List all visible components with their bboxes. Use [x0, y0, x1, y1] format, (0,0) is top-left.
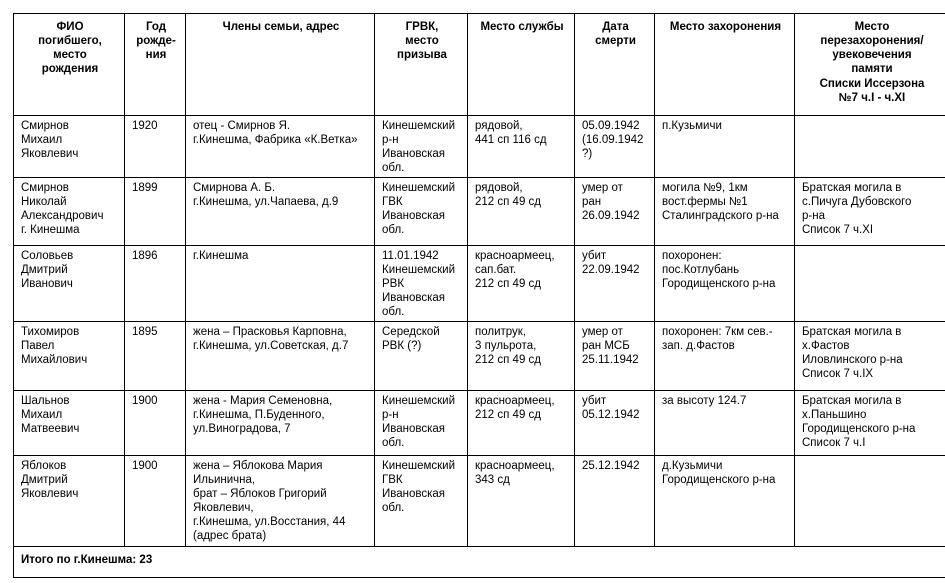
col-header-name: ФИО погибшего, место рождения	[14, 14, 125, 116]
cell-grvk-line: РВК (?)	[382, 340, 422, 352]
table-row	[14, 456, 945, 547]
col-header-service: Место службы	[468, 14, 575, 116]
cell-service-line: красноармеец,	[475, 395, 555, 407]
cell-memorial-line: Список 7 ч.I	[802, 437, 866, 449]
cell-service-line: 3 пульрота,	[475, 340, 537, 352]
cell-grvk-line: Ивановская	[382, 210, 446, 222]
cell-family-address-line: жена - Мария Семеновна,	[193, 395, 333, 407]
cell-grvk-line: р-н	[382, 134, 399, 146]
cell-name-line: Шальнов	[21, 395, 70, 407]
cell-grvk-line: ГВК	[382, 196, 403, 208]
cell-death-date	[575, 116, 655, 178]
cell-family-address	[186, 116, 375, 178]
cell-death-date-line: умер от	[582, 326, 623, 338]
cell-memorial	[795, 178, 945, 246]
cell-burial-line: п.Кузьмичи	[662, 120, 722, 132]
cell-burial-line: зап. д.Фастов	[662, 340, 735, 352]
cell-memorial	[795, 456, 945, 547]
cell-service	[468, 116, 575, 178]
cell-death-date-line: 25.11.1942	[582, 354, 639, 366]
cell-family-address-line: г.Кинешма, ул.Советская, д.7	[193, 340, 349, 352]
cell-name-line: Дмитрий	[21, 474, 68, 486]
cell-birth-year	[125, 391, 186, 456]
cell-death-date-line: убит	[582, 395, 607, 407]
cell-name	[14, 178, 125, 246]
cell-name-line: Михайлович	[21, 354, 88, 366]
cell-death-date-line: ран МСБ	[582, 340, 630, 352]
cell-grvk-line: Кинешемский	[382, 460, 456, 472]
cell-family-address-line: отец - Смирнов Я.	[193, 120, 291, 132]
cell-grvk-line: РВК	[382, 278, 405, 290]
cell-memorial	[795, 246, 945, 322]
cell-memorial-line: Городищенского р-на	[802, 423, 916, 435]
cell-name	[14, 116, 125, 178]
cell-family-address-line: Ильинична,	[193, 474, 256, 486]
cell-grvk-line: обл.	[382, 437, 405, 449]
cell-death-date-line: ран	[582, 196, 602, 208]
cell-name-line: Смирнов	[21, 182, 69, 194]
cell-death-date	[575, 391, 655, 456]
cell-name-line: Михаил	[21, 409, 63, 421]
cell-service	[468, 391, 575, 456]
cell-death-date	[575, 456, 655, 547]
cell-name-line: Иванович	[21, 278, 73, 290]
cell-name-line: Соловьев	[21, 250, 74, 262]
col-header-memorial: Место перезахоронения/ увековечения памяти Списки Иссерзона №7 ч.I - ч.XI	[795, 14, 945, 116]
table-row	[14, 116, 945, 178]
header-row	[14, 14, 945, 116]
cell-burial-line: похоронен:	[662, 250, 722, 262]
cell-service	[468, 178, 575, 246]
total-label: Итого по г.Кинешма: 23	[14, 547, 945, 578]
cell-burial	[655, 246, 795, 322]
cell-burial	[655, 116, 795, 178]
cell-memorial	[795, 116, 945, 178]
cell-service-line: сап.бат.	[475, 264, 517, 276]
cell-family-address-line: брат – Яблоков Григорий	[193, 488, 327, 500]
cell-death-date-line: 22.09.1942	[582, 264, 640, 276]
cell-grvk-line: Кинешемский	[382, 264, 456, 276]
total-row	[14, 547, 945, 578]
cell-burial-line: могила №9, 1км	[662, 182, 748, 194]
cell-burial	[655, 391, 795, 456]
cell-family-address-line: Смирнова А. Б.	[193, 182, 276, 194]
cell-name-line: Михаил	[21, 134, 63, 146]
cell-birth-year	[125, 456, 186, 547]
cell-name-line: Яковлевич	[21, 488, 79, 500]
cell-grvk-line: обл.	[382, 162, 405, 174]
cell-family-address-line: Яковлевич,	[193, 502, 254, 514]
cell-death-date-line: умер от	[582, 182, 623, 194]
cell-service-line: 212 сп 49 сд	[475, 354, 542, 366]
cell-service-line: 343 сд	[475, 474, 510, 486]
cell-family-address-line: г.Кинешма, Фабрика «К.Ветка»	[193, 134, 358, 146]
cell-birth-year	[125, 178, 186, 246]
cell-family-address-line: г.Кинешма, ул.Чапаева, д.9	[193, 196, 339, 208]
cell-grvk	[375, 116, 468, 178]
cell-family-address	[186, 246, 375, 322]
cell-grvk	[375, 456, 468, 547]
cell-birth-year	[125, 116, 186, 178]
cell-service	[468, 322, 575, 391]
cell-service-line: рядовой,	[475, 182, 523, 194]
cell-family-address	[186, 456, 375, 547]
cell-memorial	[795, 322, 945, 391]
cell-memorial-line: Братская могила в	[802, 395, 902, 407]
cell-grvk-line: Кинешемский	[382, 395, 456, 407]
cell-name	[14, 322, 125, 391]
table-footer	[14, 547, 945, 578]
cell-family-address-line: (адрес брата)	[193, 530, 267, 542]
cell-birth-year-line: 1895	[132, 326, 158, 338]
cell-service-line: 212 сп 49 сд	[475, 409, 542, 421]
table-body	[14, 116, 945, 547]
cell-birth-year-line: 1900	[132, 395, 158, 407]
cell-death-date-line: 05.12.1942	[582, 409, 640, 421]
cell-memorial-line: Список 7 ч.XI	[802, 224, 874, 236]
table-header	[14, 14, 945, 116]
cell-birth-year-line: 1896	[132, 250, 158, 262]
cell-name-line: Александрович	[21, 210, 104, 222]
cell-birth-year	[125, 322, 186, 391]
cell-memorial-line: Братская могила в	[802, 326, 902, 338]
cell-grvk-line: обл.	[382, 306, 405, 318]
cell-name-line: Дмитрий	[21, 264, 68, 276]
cell-grvk-line: Середской	[382, 326, 440, 338]
cell-family-address	[186, 178, 375, 246]
table-row	[14, 178, 945, 246]
cell-death-date-line: ?)	[582, 148, 593, 160]
cell-burial	[655, 456, 795, 547]
cell-grvk-line: Ивановская	[382, 148, 446, 160]
cell-grvk-line: Ивановская	[382, 488, 446, 500]
cell-death-date	[575, 178, 655, 246]
col-header-death-date: Дата смерти	[575, 14, 655, 116]
cell-service-line: 212 сп 49 сд	[475, 278, 542, 290]
cell-grvk-line: Кинешемский	[382, 182, 456, 194]
cell-death-date	[575, 322, 655, 391]
cell-family-address	[186, 322, 375, 391]
cell-name-line: Яковлевич	[21, 148, 79, 160]
cell-name-line: Павел	[21, 340, 55, 352]
cell-name	[14, 456, 125, 547]
cell-service-line: политрук,	[475, 326, 527, 338]
cell-name-line: Яблоков	[21, 460, 67, 472]
cell-grvk	[375, 246, 468, 322]
cell-family-address-line: г.Кинешма	[193, 250, 249, 262]
cell-memorial-line: х.Фастов	[802, 340, 850, 352]
cell-family-address	[186, 391, 375, 456]
col-header-burial: Место захоронения	[655, 14, 795, 116]
cell-grvk-line: обл.	[382, 224, 405, 236]
cell-grvk	[375, 178, 468, 246]
cell-family-address-line: ул.Виноградова, 7	[193, 423, 291, 435]
cell-death-date-line: (16.09.1942	[582, 134, 644, 146]
cell-grvk-line: Ивановская	[382, 292, 446, 304]
cell-birth-year-line: 1920	[132, 120, 158, 132]
cell-memorial	[795, 391, 945, 456]
cell-death-date	[575, 246, 655, 322]
cell-burial-line: вост.фермы №1	[662, 196, 748, 208]
cell-grvk-line: ГВК	[382, 474, 403, 486]
cell-family-address-line: г.Кинешма, ул.Восстания, 44	[193, 516, 346, 528]
cell-burial	[655, 322, 795, 391]
table-row	[14, 391, 945, 456]
cell-service-line: рядовой,	[475, 120, 523, 132]
cell-service-line: 441 сп 116 сд	[475, 134, 547, 146]
cell-memorial-line: Иловлинского р-на	[802, 354, 903, 366]
cell-birth-year-line: 1899	[132, 182, 158, 194]
cell-memorial-line: Братская могила в	[802, 182, 902, 194]
col-header-family-address: Члены семьи, адрес	[186, 14, 375, 116]
cell-grvk	[375, 391, 468, 456]
cell-grvk-line: 11.01.1942	[382, 250, 439, 262]
cell-birth-year-line: 1900	[132, 460, 158, 472]
cell-death-date-line: 25.12.1942	[582, 460, 640, 472]
cell-service-line: 212 сп 49 сд	[475, 196, 542, 208]
memorial-records-table	[13, 13, 945, 578]
cell-family-address-line: жена – Прасковья Карповна,	[193, 326, 347, 338]
cell-birth-year	[125, 246, 186, 322]
cell-name-line: г. Кинешма	[21, 224, 80, 236]
cell-burial-line: д.Кузьмичи	[662, 460, 723, 472]
cell-memorial-line: р-на	[802, 210, 825, 222]
cell-name-line: Смирнов	[21, 120, 69, 132]
col-header-birth-year: Год рожде- ния	[125, 14, 186, 116]
cell-service-line: красноармеец,	[475, 250, 555, 262]
cell-burial-line: Сталинградского р-на	[662, 210, 779, 222]
cell-burial-line: Городищенского р-на	[662, 474, 776, 486]
table-row	[14, 246, 945, 322]
cell-name-line: Николай	[21, 196, 67, 208]
cell-death-date-line: убит	[582, 250, 607, 262]
cell-family-address-line: г.Кинешма, П.Буденного,	[193, 409, 325, 421]
cell-death-date-line: 05.09.1942	[582, 120, 640, 132]
cell-grvk	[375, 322, 468, 391]
cell-memorial-line: Список 7 ч.IX	[802, 368, 874, 380]
cell-grvk-line: Кинешемский	[382, 120, 456, 132]
cell-name-line: Тихомиров	[21, 326, 80, 338]
cell-burial-line: пос.Котлубань	[662, 264, 740, 276]
cell-memorial-line: х.Паньшино	[802, 409, 867, 421]
cell-death-date-line: 26.09.1942	[582, 210, 640, 222]
cell-name	[14, 391, 125, 456]
cell-name	[14, 246, 125, 322]
cell-burial	[655, 178, 795, 246]
cell-grvk-line: обл.	[382, 502, 405, 514]
cell-service	[468, 246, 575, 322]
cell-family-address-line: жена – Яблокова Мария	[193, 460, 323, 472]
cell-name-line: Матвеевич	[21, 423, 80, 435]
cell-burial-line: похоронен: 7км сев.-	[662, 326, 773, 338]
cell-grvk-line: Ивановская	[382, 423, 446, 435]
table-row	[14, 322, 945, 391]
cell-burial-line: Городищенского р-на	[662, 278, 776, 290]
cell-burial-line: за высоту 124.7	[662, 395, 747, 407]
cell-memorial-line: с.Пичуга Дубовского	[802, 196, 912, 208]
cell-service-line: красноармеец,	[475, 460, 555, 472]
col-header-grvk: ГРВК, место призыва	[375, 14, 468, 116]
cell-grvk-line: р-н	[382, 409, 399, 421]
cell-service	[468, 456, 575, 547]
